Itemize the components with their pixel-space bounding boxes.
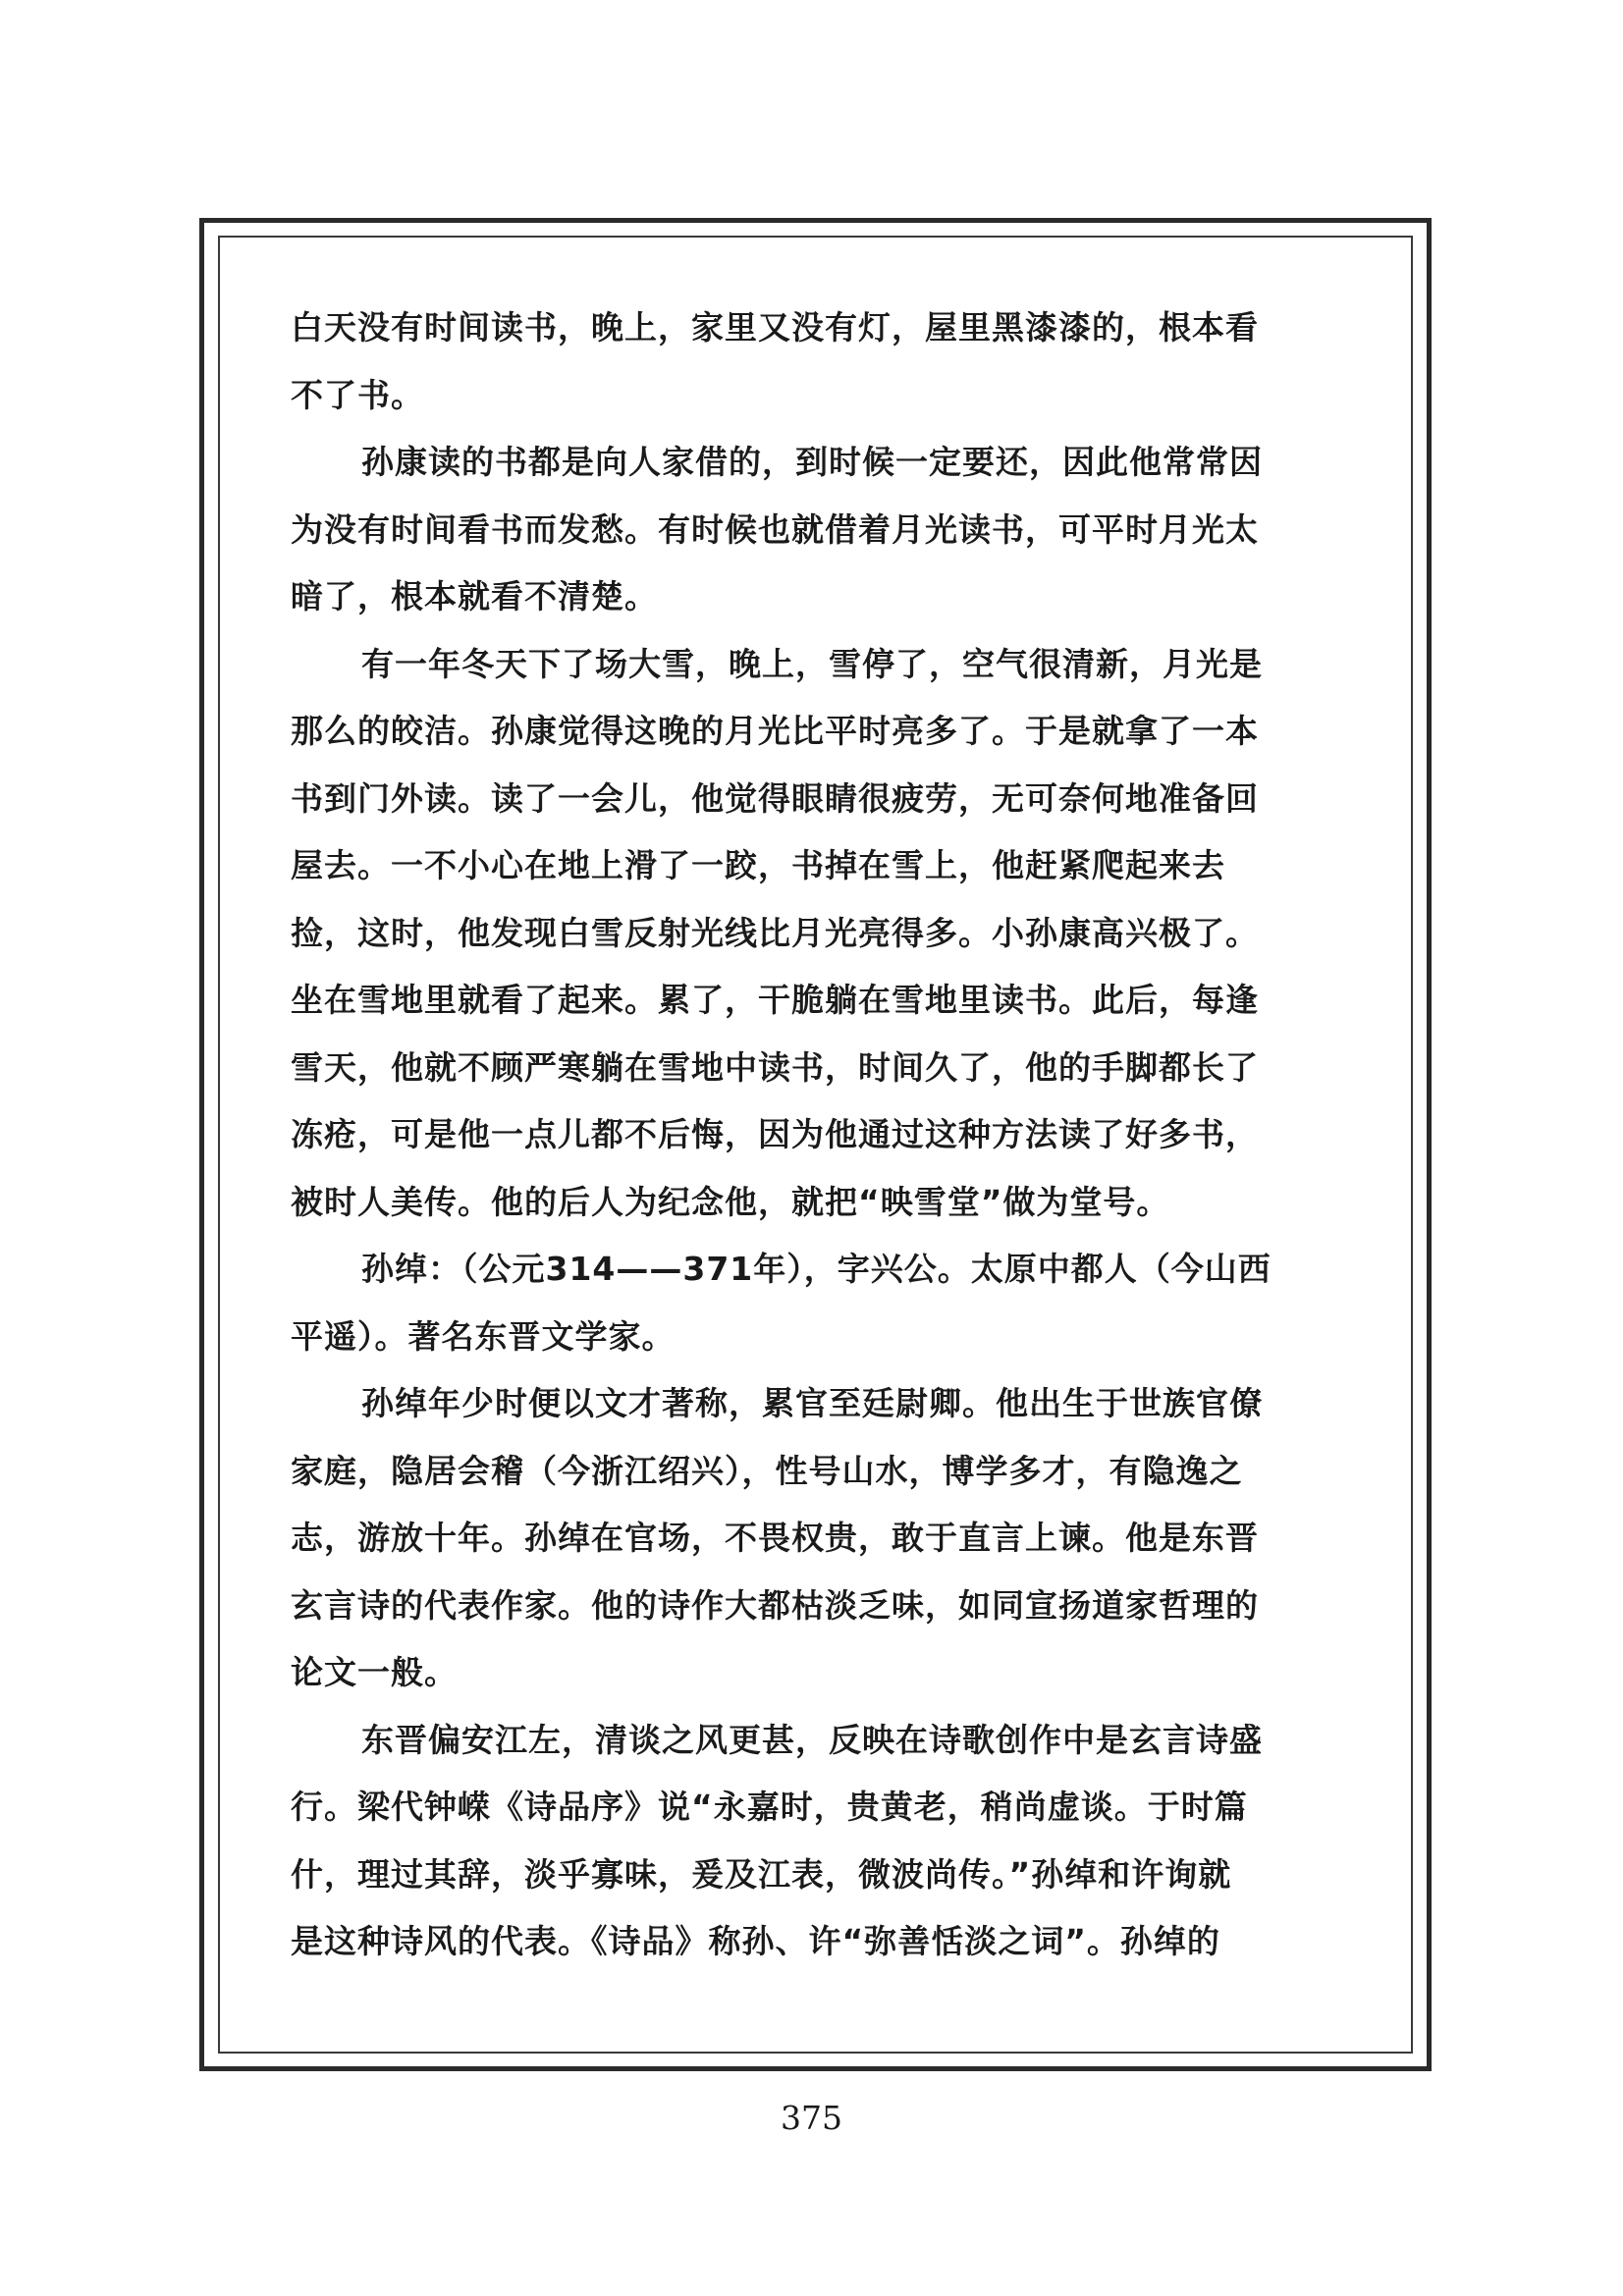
- text-line: 孙绰：（公元314——371年），字兴公。太原中都人（今山西: [361, 1250, 1271, 1288]
- text-line: 白天没有时间读书，晚上，家里又没有灯，屋里黑漆漆的，根本看: [291, 308, 1259, 347]
- text-line: 是这种诗风的代表。《诗品》称孙、许“弥善恬淡之词”。孙绰的: [291, 1922, 1220, 1960]
- text-line: 有一年冬天下了场大雪，晚上，雪停了，空气很清新，月光是: [361, 644, 1263, 683]
- paragraph: [291, 631, 1346, 1237]
- text-line: 捡，这时，他发现白雪反射光线比月光亮得多。小孙康高兴极了。: [291, 913, 1259, 952]
- paragraph: [291, 1707, 1346, 1976]
- text-line: 雪天，他就不顾严寒躺在雪地中读书，时间久了，他的手脚都长了: [291, 1047, 1259, 1087]
- paragraph: [291, 1370, 1346, 1707]
- text-line: 坐在雪地里就看了起来。累了，干脆躺在雪地里读书。此后，每逢: [291, 981, 1259, 1019]
- text-line: 志，游放十年。孙绰在官场，不畏权贵，敢于直言上谏。他是东晋: [291, 1519, 1259, 1557]
- text-line: 不了书。: [291, 375, 424, 414]
- paragraph: [291, 429, 1346, 631]
- text-line: 行。梁代钟嵘《诗品序》说“永嘉时，贵黄老，稍尚虚谈。于时篇: [291, 1788, 1248, 1826]
- text-line: 那么的皎洁。孙康觉得这晚的月光比平时亮多了。于是就拿了一本: [291, 712, 1259, 750]
- text-line: 为没有时间看书而发愁。有时候也就借着月光读书，可平时月光太: [291, 509, 1259, 549]
- text-line: 东晋偏安江左，清谈之风更甚，反映在诗歌创作中是玄言诗盛: [361, 1720, 1263, 1759]
- text-line: 屋去。一不小心在地上滑了一跤，书掉在雪上，他赶紧爬起来去: [291, 846, 1225, 884]
- text-line: 孙康读的书都是向人家借的，到时候一定要还，因此他常常因: [361, 443, 1263, 481]
- text-line: 论文一般。: [291, 1653, 458, 1691]
- text-line: 冻疮，可是他一点儿都不后悔，因为他通过这种方法读了好多书，: [291, 1115, 1259, 1153]
- text-line: 书到门外读。读了一会儿，他觉得眼睛很疲劳，无可奈何地准备回: [291, 778, 1259, 818]
- paragraph: [291, 294, 1346, 429]
- text-line: 玄言诗的代表作家。他的诗作大都枯淡乏味，如同宣扬道家哲理的: [291, 1585, 1259, 1625]
- text-line: 什，理过其辞，淡乎寡味，爰及江表，微波尚传。”孙绰和许询就: [291, 1854, 1232, 1894]
- paragraph: [291, 1236, 1346, 1370]
- body-text: [291, 294, 1346, 1976]
- text-line: 平遥）。著名东晋文学家。: [291, 1316, 676, 1356]
- page-number: 375: [781, 2099, 842, 2137]
- text-line: 家庭，隐居会稽（今浙江绍兴），性号山水，博学多才，有隐逸之: [291, 1451, 1243, 1490]
- text-line: 孙绰年少时便以文才著称，累官至廷尉卿。他出生于世族官僚: [361, 1384, 1263, 1422]
- text-line: 被时人美传。他的后人为纪念他，就把“映雪堂”做为堂号。: [291, 1182, 1170, 1221]
- text-line: 暗了，根本就看不清楚。: [291, 577, 658, 615]
